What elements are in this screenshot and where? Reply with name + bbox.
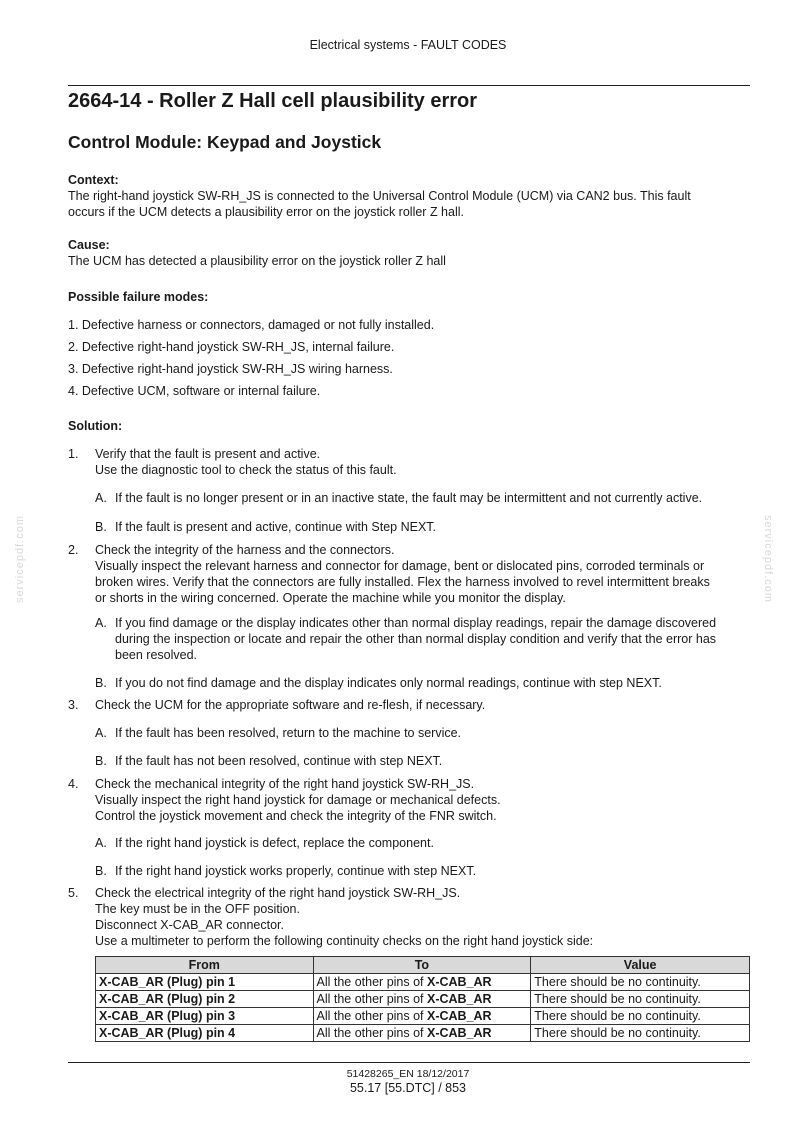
cause-text: The UCM has detected a plausibility error on the joystick roller Z hall (68, 254, 446, 268)
sub-line: If the right hand joystick is defect, replace the component. (115, 836, 434, 850)
table-header-row (96, 957, 750, 974)
column-header-to: To (313, 957, 531, 974)
sub-line: during the inspection or locate and repair the other than normal display condition and verify that the error has (115, 632, 717, 646)
cell-value: There should be no continuity. (531, 1008, 750, 1025)
table-row (96, 1008, 750, 1025)
watermark-right: servicepdf.com (762, 515, 774, 603)
cause-label: Cause: (68, 238, 110, 252)
sub-line: been resolved. (115, 648, 198, 662)
step-1-body (95, 446, 753, 478)
step-line: Use a multimeter to perform the following continuity checks on the right hand joystick side: (95, 934, 594, 948)
sub-letter: A. (95, 726, 107, 740)
cell-from: X-CAB_AR (Plug) pin 2 (96, 991, 314, 1008)
step-number: 1. (68, 447, 79, 461)
footer-doc-ref: 51428265_EN 18/12/2017 (346, 1068, 470, 1080)
step-line: broken wires. Verify that the connectors are fully installed. Flex the harness involved to revel intermittent breaks (95, 575, 710, 589)
step-line: or shorts in the wiring concerned. Operate the machine while you monitor the display. (95, 591, 566, 605)
table-row (96, 991, 750, 1008)
step-line: Disconnect X-CAB_AR connector. (95, 918, 284, 932)
step-line: Check the electrical integrity of the right hand joystick SW-RH_JS. (95, 886, 461, 900)
solution-label: Solution: (68, 419, 123, 433)
step-4-body (95, 776, 753, 824)
step-line: Check the UCM for the appropriate software and re-flesh, if necessary. (95, 698, 486, 712)
sub-line: If the right hand joystick works properly, continue with step NEXT. (115, 864, 477, 878)
step-line: Control the joystick movement and check the integrity of the FNR switch. (95, 809, 497, 823)
footer-rule (68, 1062, 750, 1063)
cell-to-connector: X-CAB_AR (427, 1009, 492, 1023)
cell-to-connector: X-CAB_AR (427, 992, 492, 1006)
step-number: 3. (68, 698, 79, 712)
header-rule (68, 85, 750, 86)
context-line: occurs if the UCM detects a plausibility error on the joystick roller Z hall. (68, 205, 464, 219)
sub-letter: A. (95, 616, 107, 630)
cell-value: There should be no continuity. (531, 991, 750, 1008)
sub-line: If you do not find damage and the display indicates only normal readings, continue with step NEXT. (115, 676, 662, 690)
table-row (96, 974, 750, 991)
step-line: Use the diagnostic tool to check the status of this fault. (95, 463, 397, 477)
step-line: Verify that the fault is present and active. (95, 447, 321, 461)
step-line: The key must be in the OFF position. (95, 902, 300, 916)
cell-to (313, 974, 531, 991)
step-number: 4. (68, 777, 79, 791)
cell-to-text: All the other pins of (316, 992, 427, 1006)
step-1-sub-b (95, 519, 753, 535)
failure-mode-item: 1. Defective harness or connectors, damaged or not fully installed. (68, 318, 435, 332)
context-label: Context: (68, 173, 119, 187)
step-2-body (95, 542, 753, 606)
step-3-sub-b (95, 753, 753, 769)
step-1-sub-a (95, 490, 753, 506)
cell-value: There should be no continuity. (531, 974, 750, 991)
continuity-table (95, 956, 750, 1042)
step-line: Check the mechanical integrity of the right hand joystick SW-RH_JS. (95, 777, 475, 791)
cell-value: There should be no continuity. (531, 1025, 750, 1042)
sub-line: If the fault is no longer present or in an inactive state, the fault may be intermittent and not currently active. (115, 491, 703, 505)
failure-mode-item: 3. Defective right-hand joystick SW-RH_JS wiring harness. (68, 362, 393, 376)
sub-line: If you find damage or the display indicates other than normal display readings, repair the damage discovered (115, 616, 717, 630)
step-line: Visually inspect the relevant harness and connector for damage, bent or dislocated pins, corroded terminals or (95, 559, 705, 573)
cell-to (313, 1025, 531, 1042)
cell-to-text: All the other pins of (316, 975, 427, 989)
step-4-sub-b (95, 863, 753, 879)
context-line: The right-hand joystick SW-RH_JS is connected to the Universal Control Module (UCM) via CAN2 bus. This fault (68, 189, 691, 203)
cell-from: X-CAB_AR (Plug) pin 4 (96, 1025, 314, 1042)
step-3-body (95, 697, 753, 713)
step-2-sub-b (95, 675, 753, 691)
sub-line: If the fault has not been resolved, continue with step NEXT. (115, 754, 443, 768)
running-header: Electrical systems - FAULT CODES (309, 38, 507, 52)
step-2-sub-a (95, 615, 753, 663)
step-3-sub-a (95, 725, 753, 741)
step-line: Check the integrity of the harness and the connectors. (95, 543, 395, 557)
step-5-body (95, 885, 753, 949)
cell-to (313, 1008, 531, 1025)
column-header-from: From (96, 957, 314, 974)
column-header-value: Value (531, 957, 750, 974)
page-subtitle: Control Module: Keypad and Joystick (68, 132, 382, 152)
sub-letter: B. (95, 864, 107, 878)
sub-letter: B. (95, 754, 107, 768)
cell-from: X-CAB_AR (Plug) pin 3 (96, 1008, 314, 1025)
sub-line: If the fault is present and active, continue with Step NEXT. (115, 520, 437, 534)
sub-letter: A. (95, 836, 107, 850)
step-number: 5. (68, 886, 79, 900)
cell-to-text: All the other pins of (316, 1026, 427, 1040)
sub-letter: B. (95, 676, 107, 690)
failure-mode-item: 4. Defective UCM, software or internal failure. (68, 384, 321, 398)
sub-letter: B. (95, 520, 107, 534)
sub-letter: A. (95, 491, 107, 505)
step-number: 2. (68, 543, 79, 557)
step-4-sub-a (95, 835, 753, 851)
cell-from: X-CAB_AR (Plug) pin 1 (96, 974, 314, 991)
watermark-left: servicepdf.com (14, 515, 26, 603)
cell-to-connector: X-CAB_AR (427, 1026, 492, 1040)
table-row (96, 1025, 750, 1042)
failure-mode-item: 2. Defective right-hand joystick SW-RH_JS, internal failure. (68, 340, 395, 354)
cell-to (313, 991, 531, 1008)
footer-page-number: 55.17 [55.DTC] / 853 (349, 1081, 467, 1095)
step-line: Visually inspect the right hand joystick for damage or mechanical defects. (95, 793, 501, 807)
page-title: 2664-14 - Roller Z Hall cell plausibility error (68, 90, 478, 112)
sub-line: If the fault has been resolved, return to the machine to service. (115, 726, 462, 740)
failure-modes-label: Possible failure modes: (68, 290, 209, 304)
cell-to-text: All the other pins of (316, 1009, 427, 1023)
cell-to-connector: X-CAB_AR (427, 975, 492, 989)
